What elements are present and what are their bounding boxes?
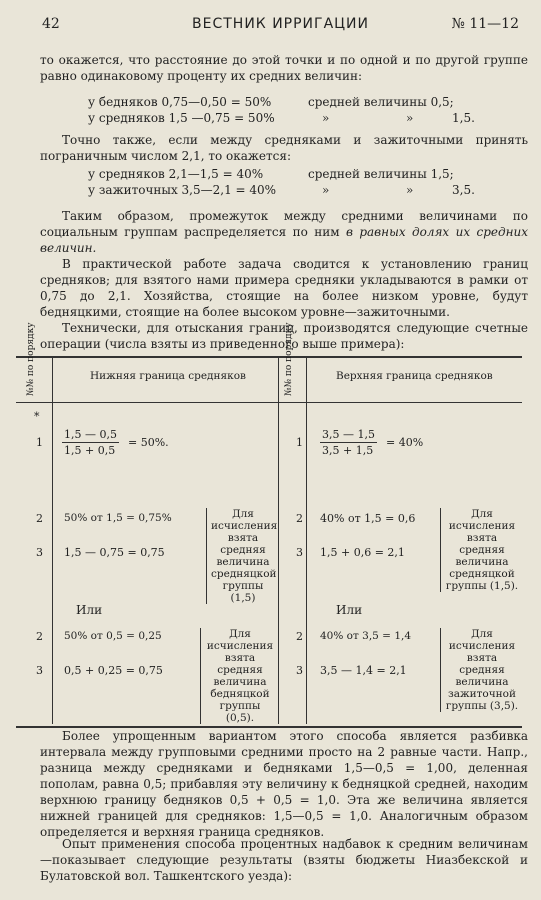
row1-number: 1 — [36, 436, 43, 449]
paragraph-7: Опыт применения способа процентных надбавок к средним величинам—показывает следующие результаты (взяты бюджеты Ниазбекской и Булатовской вол. Ташкентского уезда): — [40, 837, 528, 883]
row1-number-2: 1 — [296, 436, 303, 449]
row2-number: 2 — [36, 512, 43, 525]
eq2-a-label: у средняков 2,1—1,5 = 40% — [88, 167, 264, 181]
row3-number: 3 — [36, 546, 43, 559]
note-1-lower: Для исчисления взята средняя величина средняцкой группы (1,5) — [206, 508, 275, 604]
row2-upper: 40% от 1,5 = 0,6 — [320, 512, 416, 525]
equations-1 — [40, 94, 528, 126]
eq2-b-quote1: » — [322, 183, 330, 197]
row2-number-2: 2 — [296, 512, 303, 525]
eq1-a-label: у бедняков 0,75—0,50 = 50% — [88, 95, 272, 109]
row4-number-2: 2 — [296, 630, 303, 643]
row5-lower: 0,5 + 0,25 = 0,75 — [64, 664, 163, 677]
eq2-b-value: 3,5. — [452, 183, 475, 197]
paragraph-6: Более упрощенным вариантом этого способа является разбивка интервала между групповыми средними просто на 2 равные части. Напр., разница между средняками и бедняками 1,5—0,5 = 1,00, деленная пополам, равна 0,5; прибавляя эту величину к бедняцкой средней, находим верхнюю границу бедняков 0,5 + 0,5 = 1,0. Эта же величина является нижней границей для средняков: 1,5—0,5 = 1,0. Аналогичным образом определяется и верхняя граница средняков. — [40, 729, 528, 839]
row2-lower: 50% от 1,5 = 0,75% — [64, 512, 172, 524]
row3-number-2: 3 — [296, 546, 303, 559]
page-number: 42 — [42, 16, 60, 32]
row5-upper: 3,5 — 1,4 = 2,1 — [320, 664, 407, 677]
eq1-a-mid: средней величины 0,5; — [308, 95, 454, 109]
eq1-b-quote1: » — [322, 111, 330, 125]
paragraph-3: Таким образом, промежуток между средними величинами по социальным группам распределяется по ним в равных долях их средних величин. — [40, 209, 528, 255]
row4-number: 2 — [36, 630, 43, 643]
issue-number: № 11—12 — [451, 16, 519, 32]
row3-upper: 1,5 + 0,6 = 2,1 — [320, 546, 405, 559]
col-upper-bound-header: Верхняя граница средняков — [336, 370, 493, 382]
eq1-b-label: у средняков 1,5 —0,75 = 50% — [88, 111, 275, 125]
row3-lower: 1,5 — 0,75 = 0,75 — [64, 546, 165, 559]
row1-upper-result: = 40% — [386, 436, 424, 449]
paragraph-2: Точно также, если между средняками и зажиточными принять пограничным числом 2,1, то окажется: — [40, 133, 528, 163]
table-star: * — [34, 410, 40, 423]
row4-lower: 50% от 0,5 = 0,25 — [64, 630, 162, 642]
eq2-a-mid: средней величины 1,5; — [308, 167, 454, 181]
row4-upper: 40% от 3,5 = 1,4 — [320, 630, 412, 642]
eq1-b-quote2: » — [406, 111, 414, 125]
paragraph-5: Технически, для отыскания границ, производятся следующие счетные операции (числа взяты из приведенного выше примера): — [40, 321, 528, 351]
eq2-b-label: у зажиточных 3,5—2,1 = 40% — [88, 183, 277, 197]
emphasis-text: в равных долях их средних величин. — [40, 225, 528, 255]
or-label-upper: Или — [336, 603, 363, 617]
row1-lower-result: = 50%. — [128, 436, 169, 449]
row1-lower-fraction: $\frac{1,5 — 0,5}{1,5 + 0,5}$ — [64, 428, 117, 457]
note-2-lower: Для исчисления взята средняя величина бедняцкой группы (0,5). — [200, 628, 275, 724]
col-lower-bound-header: Нижняя граница средняков — [90, 370, 246, 382]
or-label-lower: Или — [76, 603, 103, 617]
intro-paragraph: то окажется, что расстояние до этой точки и по одной и по другой группе равно одинаковому проценту их средних величин: — [40, 53, 528, 83]
eq2-b-quote2: » — [406, 183, 414, 197]
eq1-b-value: 1,5. — [452, 111, 475, 125]
row5-number: 3 — [36, 664, 43, 677]
col-number-header-2: №№ по порядку — [284, 322, 294, 396]
note-2-upper: Для исчисления взята средняя величина зажиточной группы (3,5). — [440, 628, 519, 712]
running-header — [42, 16, 519, 36]
equations-2 — [40, 166, 528, 198]
col-number-header: №№ по порядку — [26, 322, 36, 396]
paragraph-4: В практической работе задача сводится к установлению границ средняков; для взятого нами примера средняки укладываются в рамки от 0,75 до 2,1. Хозяйства, стоящие на более низком уровне, будут бедняцкими, стоящие на более высоком уровне—зажиточными. — [40, 257, 528, 319]
note-1-upper: Для исчисления взята средняя величина средняцкой группы (1,5). — [440, 508, 519, 592]
row5-number-2: 3 — [296, 664, 303, 677]
journal-title: ВЕСТНИК ИРРИГАЦИИ — [192, 16, 369, 32]
row1-upper-fraction: $\frac{3,5 — 1,5}{3,5 + 1,5}$ — [322, 428, 375, 457]
